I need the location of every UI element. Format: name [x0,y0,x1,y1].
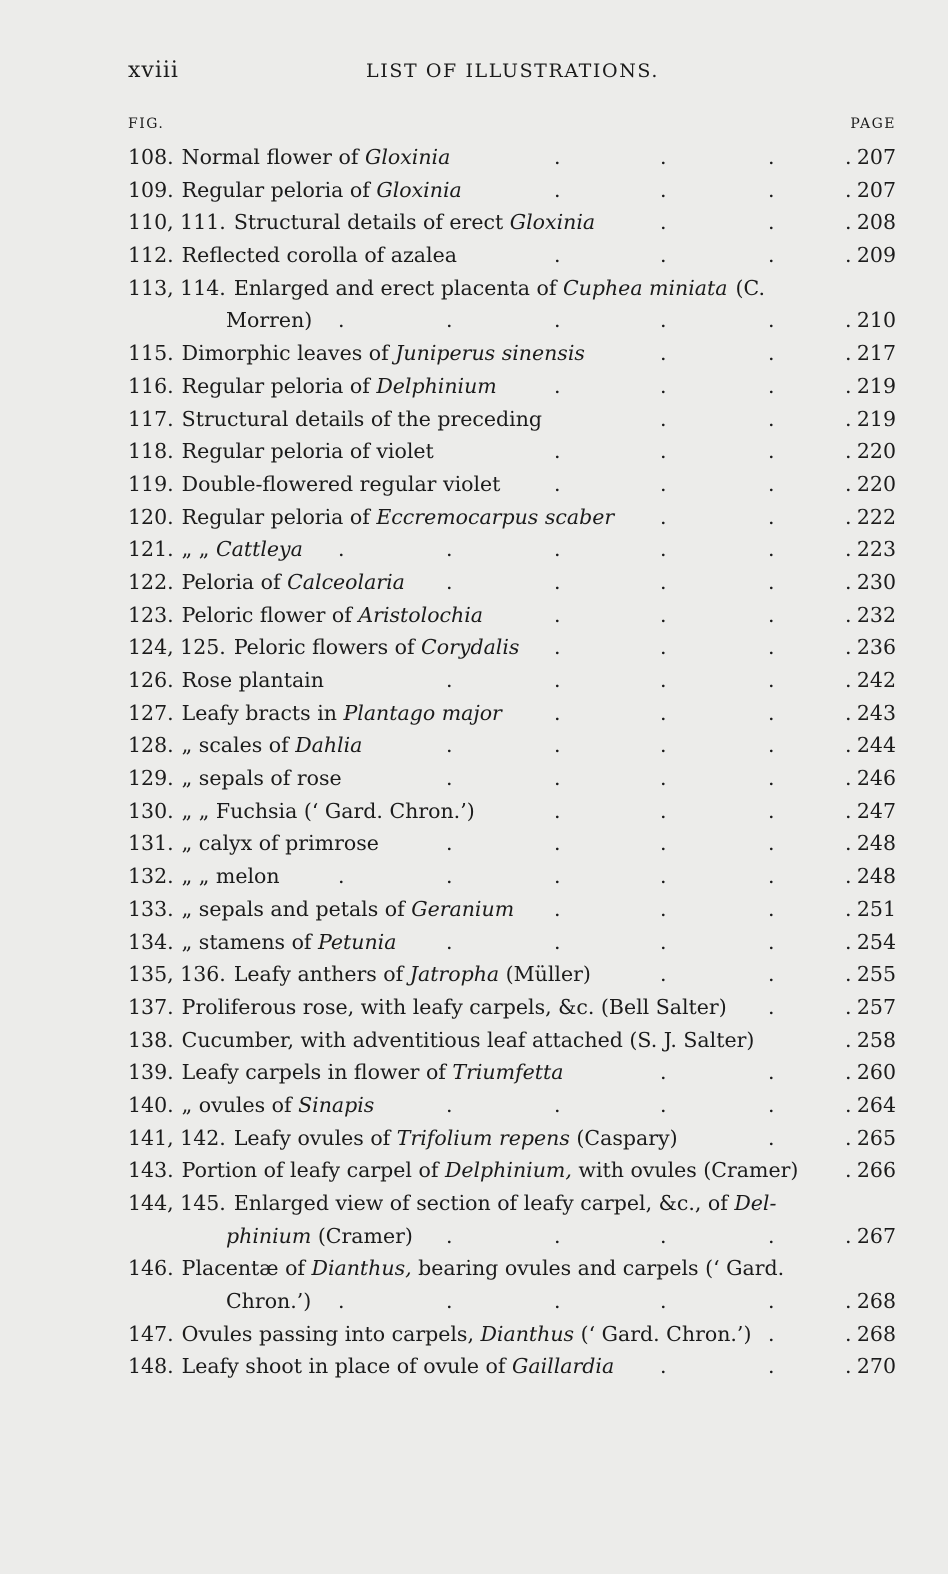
caption: „ stamens of [181,929,319,954]
page-ref: 257 [856,994,896,1019]
caption-suffix: (C. [735,275,765,300]
caption-italic: Trifolium repens [396,1125,570,1150]
page-ref: 247 [856,798,896,823]
entry-text [128,337,585,370]
caption-italic: Delphinium, [444,1158,572,1183]
caption: „ ovules of [181,1092,299,1117]
list-entry: 129. „ sepals of rose 246 . . . . . [128,762,896,795]
entry-text [128,893,514,926]
entry-text [128,697,502,730]
illustration-list [128,141,896,1383]
caption: Double-flowered regular violet [181,471,501,496]
list-entry: 117. Structural details of the preceding 219 . . . [128,403,896,436]
caption: Chron.’) [226,1289,312,1314]
page-ref: 270 [856,1354,896,1379]
caption: Ovules passing into carpels, [181,1321,481,1346]
fig-number: 123. [128,602,174,627]
caption: Peloria of [181,569,288,594]
page-ref: 251 [856,896,896,921]
list-entry: 116. Regular peloria of Delphinium 219 . . . . [128,370,896,403]
caption: Structural details of the preceding [181,406,543,431]
entry-text [128,1187,776,1220]
page-header [128,58,896,90]
page-ref: 223 [856,537,896,562]
entry-text [128,533,303,566]
caption: (Cramer) [311,1223,413,1248]
entry-text [128,1154,798,1187]
caption: Enlarged and erect placenta of [233,275,563,300]
page-ref: 210 [856,308,896,333]
list-entry: 110, 111. Structural details of erect Gloxinia 208 . . . [128,206,896,239]
caption-italic: Dahlia [295,733,363,758]
page-ref: 254 [856,929,896,954]
list-entry: 112. Reflected corolla of azalea 209 . . . . [128,239,896,272]
fig-number: 115. [128,341,174,366]
column-headings [128,116,896,136]
list-entry [128,272,896,305]
page-ref: 230 [856,569,896,594]
page-ref: 248 [856,864,896,889]
entry-text [128,239,457,272]
caption: Regular peloria of [181,177,377,202]
list-entry: 137. Proliferous rose, with leafy carpels, &c. (Bell Salter) 257 . . [128,991,896,1024]
page-ref: 217 [856,341,896,366]
fig-number: 109. [128,177,174,202]
fig-number: 147. [128,1321,174,1346]
fig-number: 130. [128,798,174,823]
caption-italic: Sinapis [298,1092,375,1117]
page-ref: 220 [856,471,896,496]
entry-text [128,403,542,436]
fig-number: 122. [128,569,174,594]
fig-number: 132. [128,864,174,889]
entry-text [128,1024,754,1057]
caption-italic: Dianthus, [311,1256,412,1281]
caption: Peloric flowers of [233,635,422,660]
fig-number: 134. [128,929,174,954]
page-ref: 243 [856,700,896,725]
page-number: xviii [128,58,179,83]
list-entry: 119. Double-flowered regular violet 220 . . . . [128,468,896,501]
caption-italic: Aristolochia [358,602,483,627]
list-entry: 135, 136. Leafy anthers of Jatropha (Müller) 255 . . . [128,958,896,991]
caption: Placentæ of [181,1256,312,1281]
entry-text-continued [226,1220,413,1253]
fig-number: 120. [128,504,174,529]
caption: Normal flower of [181,145,365,169]
caption: Regular peloria of violet [181,439,434,464]
entry-text [128,762,342,795]
caption-italic: phinium [226,1223,312,1248]
caption-suffix: (Caspary) [569,1125,678,1150]
entry-text [128,1089,374,1122]
entry-text [128,1252,784,1285]
page-ref: 236 [856,635,896,660]
list-entry: 134. „ stamens of Petunia 254 . . . . . [128,926,896,959]
entry-text [128,272,765,305]
caption: „ „ [181,537,216,562]
fig-number: 148. [128,1354,174,1379]
entry-text [128,958,591,991]
fig-number: 117. [128,406,174,431]
caption-italic: Gloxinia [364,145,451,169]
page-ref: 248 [856,831,896,856]
fig-number: 140. [128,1092,174,1117]
list-entry: 128. „ scales of Dahlia 244 . . . . . [128,729,896,762]
caption: Leafy shoot in place of ovule of [181,1354,512,1379]
caption: „ scales of [181,733,296,758]
caption-italic: Delphinium [376,373,497,398]
caption: Portion of leafy carpel of [181,1158,445,1183]
fig-number: 110, 111. [128,210,226,235]
caption: Leafy anthers of [233,962,410,987]
caption: Leafy carpels in flower of [181,1060,453,1085]
caption: Leafy bracts in [181,700,344,725]
fig-number: 112. [128,243,174,268]
page-ref: 207 [856,177,896,202]
caption: Regular peloria of [181,504,377,529]
page-ref: 220 [856,439,896,464]
caption: Regular peloria of [181,373,377,398]
caption: Rose plantain [181,668,324,692]
fig-number: 118. [128,439,174,464]
list-entry: 109. Regular peloria of Gloxinia 207 . . . . [128,174,896,207]
page-ref: 232 [856,602,896,627]
caption-italic: Gaillardia [512,1354,615,1379]
caption-italic: Gloxinia [376,177,462,202]
entry-text [128,860,280,893]
fig-number: 127. [128,700,174,725]
page-column-heading: PAGE [850,116,896,132]
entry-text [128,664,324,697]
entry-text [128,370,497,403]
caption-suffix: bearing ovules and carpels (‘ Gard. [411,1256,785,1281]
list-entry: 121. „ „ Cattleya 223 . . . . . . [128,533,896,566]
entry-text [128,827,379,860]
caption: „ calyx of primrose [181,831,379,856]
caption-suffix: (‘ Gard. Chron.’) [574,1321,752,1346]
entry-text [128,991,727,1024]
caption-suffix: with ovules (Cramer) [571,1158,799,1183]
caption-italic: Petunia [318,929,397,954]
page-ref: 209 [856,243,896,268]
page-ref: 246 [856,766,896,791]
list-entry: 140. „ ovules of Sinapis 264 . . . . . [128,1089,896,1122]
running-title: LIST OF ILLUSTRATIONS. [366,60,659,82]
fig-number: 108. [128,145,174,169]
list-entry-continuation: Chron.’) 268 . . . . . . [128,1285,896,1318]
fig-number: 121. [128,537,174,562]
caption: „ „ melon [181,864,280,889]
fig-number: 143. [128,1158,174,1183]
fig-column-heading: FIG. [128,116,165,132]
fig-number: 144, 145. [128,1191,226,1215]
list-entry-continuation: phinium (Cramer) 267 . . . . . [128,1220,896,1253]
page-ref: 244 [856,733,896,758]
fig-number: 141, 142. [128,1125,226,1150]
fig-number: 131. [128,831,174,856]
list-entry: 143. Portion of leafy carpel of Delphinium, with ovules (Cramer) 266 . [128,1154,896,1187]
page-ref: 219 [856,406,896,431]
list-entry: 139. Leafy carpels in flower of Triumfetta 260 . . . [128,1056,896,1089]
fig-number: 129. [128,766,174,791]
caption-italic: Dianthus [480,1321,575,1346]
caption-italic: Gloxinia [509,210,596,235]
page-ref: 258 [856,1027,896,1052]
caption-suffix: (Müller) [499,962,591,987]
page-ref: 266 [856,1158,896,1183]
list-entry: 122. Peloria of Calceolaria 230 . . . . . [128,566,896,599]
entry-text [128,141,450,174]
entry-text [128,795,475,828]
fig-number: 133. [128,896,174,921]
list-entry: 127. Leafy bracts in Plantago major 243 . . . . [128,697,896,730]
caption: Peloric flower of [181,602,359,627]
caption-italic: Del- [734,1191,777,1215]
list-entry: 132. „ „ melon 248 . . . . . . [128,860,896,893]
entry-text [128,1350,614,1383]
caption: Structural details of erect [233,210,510,235]
page-ref: 268 [856,1321,896,1346]
entry-text-continued [226,304,312,337]
list-entry: 115. Dimorphic leaves of Juniperus sinensis 217 . . . [128,337,896,370]
caption-italic: Cattleya [215,537,303,562]
caption-italic: Geranium [411,896,515,921]
caption: „ sepals of rose [181,766,342,791]
fig-number: 119. [128,471,174,496]
fig-number: 113, 114. [128,275,226,300]
caption: Proliferous rose, with leafy carpels, &c. (Bell Salter) [181,994,727,1019]
fig-number: 138. [128,1027,174,1052]
caption-italic: Jatropha [409,962,500,987]
list-entry: 126. Rose plantain 242 . . . . . [128,664,896,697]
entry-text [128,435,434,468]
page-ref: 207 [856,145,896,169]
fig-number: 124, 125. [128,635,226,660]
list-entry: 138. Cucumber, with adventitious leaf attached (S. J. Salter) 258 . [128,1024,896,1057]
entry-text [128,599,483,632]
list-entry: 120. Regular peloria of Eccremocarpus scaber 222 . . . [128,501,896,534]
list-entry: 141, 142. Leafy ovules of Trifolium repens (Caspary) 265 . . [128,1122,896,1155]
caption-italic: Calceolaria [287,569,405,594]
entry-text [128,631,519,664]
page-ref: 265 [856,1125,896,1150]
list-entry: 148. Leafy shoot in place of ovule of Gaillardia 270 . . . [128,1350,896,1383]
caption: Enlarged view of section of leafy carpel, &c., of [233,1191,735,1215]
page-ref: 268 [856,1289,896,1314]
caption: „ „ Fuchsia (‘ Gard. Chron.’) [181,798,475,823]
entry-text [128,1122,678,1155]
caption: Dimorphic leaves of [181,341,396,366]
page-ref: 219 [856,373,896,398]
fig-number: 139. [128,1060,174,1085]
page-ref: 264 [856,1092,896,1117]
list-entry: 130. „ „ Fuchsia (‘ Gard. Chron.’) 247 . . . . [128,795,896,828]
list-entry: 108. Normal flower of Gloxinia 207 . . . . [128,141,896,174]
caption: Leafy ovules of [233,1125,397,1150]
list-entry: 131. „ calyx of primrose 248 . . . . . [128,827,896,860]
list-entry: 118. Regular peloria of violet 220 . . . . [128,435,896,468]
entry-text [128,729,362,762]
fig-number: 116. [128,373,174,398]
fig-number: 146. [128,1256,174,1281]
caption-italic: Cuphea miniata [562,275,728,300]
page-ref: 222 [856,504,896,529]
caption-italic: Juniperus sinensis [395,341,585,366]
entry-text [128,468,500,501]
page-ref: 260 [856,1060,896,1085]
caption: Cucumber, with adventitious leaf attached (S. J. Salter) [181,1027,755,1052]
caption-italic: Plantago major [343,700,502,725]
entry-text [128,566,405,599]
page-ref: 208 [856,210,896,235]
entry-text [128,206,595,239]
list-entry: 123. Peloric flower of Aristolochia 232 . . . . [128,599,896,632]
caption: „ sepals and petals of [181,896,412,921]
list-entry [128,1187,896,1220]
caption-italic: Triumfetta [452,1060,564,1085]
caption: Reflected corolla of azalea [181,243,457,268]
page-ref: 242 [856,668,896,692]
entry-text [128,926,396,959]
fig-number: 128. [128,733,174,758]
caption: Morren) [226,308,313,333]
page-ref: 267 [856,1223,896,1248]
entry-text [128,1318,751,1351]
list-entry: 133. „ sepals and petals of Geranium 251 . . . . [128,893,896,926]
fig-number: 135, 136. [128,962,226,987]
list-entry-continuation: Morren) 210 . . . . . . [128,304,896,337]
entry-text [128,1056,563,1089]
list-entry: 124, 125. Peloric flowers of Corydalis 236 . . . . [128,631,896,664]
list-entry [128,1252,896,1285]
caption-italic: Eccremocarpus scaber [376,504,615,529]
fig-number: 137. [128,994,174,1019]
entry-text [128,501,614,534]
list-entry: 147. Ovules passing into carpels, Dianthus (‘ Gard. Chron.’) 268 . . [128,1318,896,1351]
entry-text [128,174,462,207]
entry-text-continued [226,1285,311,1318]
caption-italic: Corydalis [421,635,520,660]
fig-number: 126. [128,668,174,692]
page-ref: 255 [856,962,896,987]
